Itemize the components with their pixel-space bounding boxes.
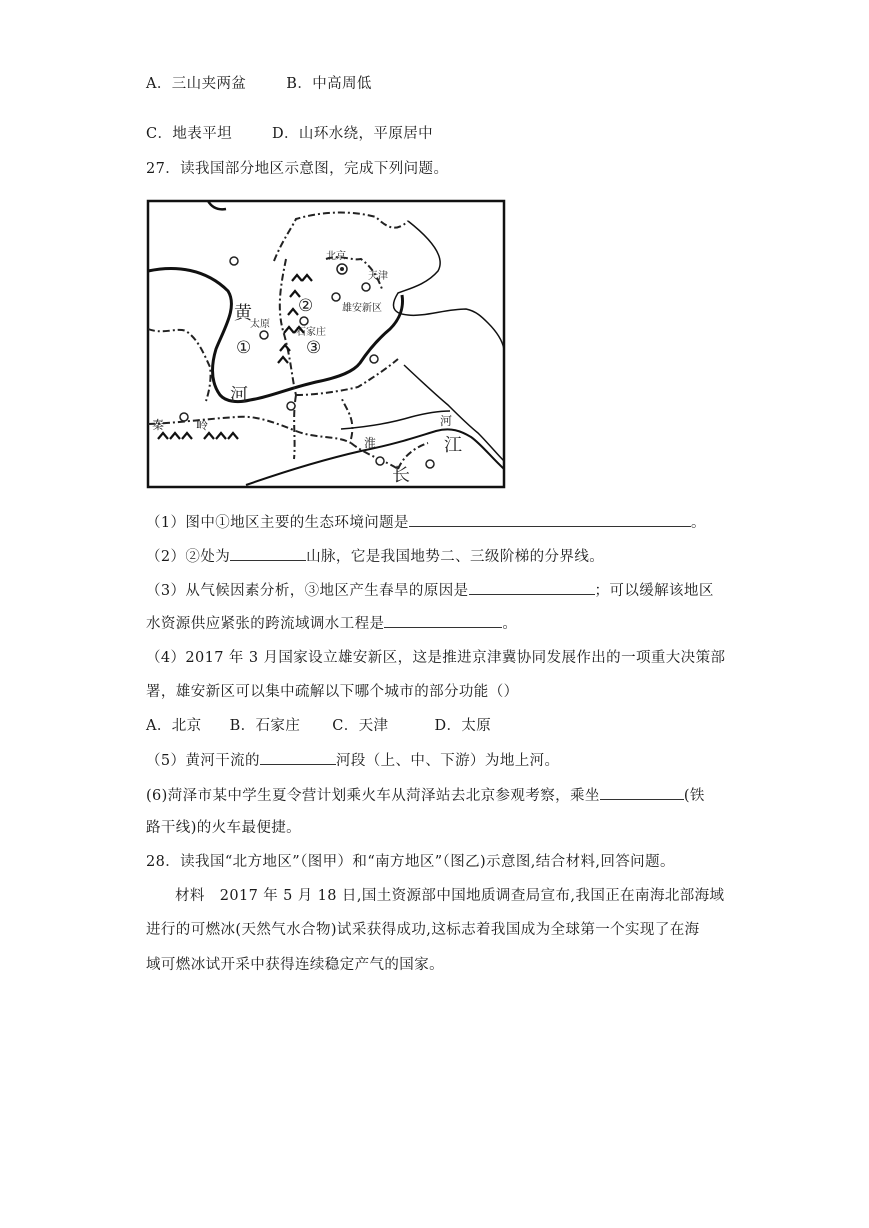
q26-option-c: C．地表平坦 — [146, 126, 232, 142]
answer-blank[interactable] — [409, 512, 691, 527]
label-xiongan: 雄安新区 — [342, 303, 382, 314]
marker-2: ② — [298, 296, 314, 316]
city-shijiazhuang-marker — [300, 317, 308, 325]
q27-sub-2: （2）②处为 山脉，它是我国地势二、三级阶梯的分界线。 — [146, 546, 604, 567]
marker-1: ① — [236, 338, 252, 358]
label-taiyuan: 太原 — [250, 319, 270, 330]
label-shijiazhuang: 石家庄 — [296, 327, 326, 338]
q27-option-c: C．天津 — [332, 718, 389, 734]
city-tianjin-marker — [362, 283, 370, 291]
answer-blank[interactable] — [384, 613, 502, 628]
answer-blank[interactable] — [600, 785, 684, 800]
q27-sub-3a: （3）从气候因素分析，③地区产生春旱的原因是 ；可以缓解该地区 — [146, 580, 714, 601]
q26-option-a: A．三山夹两盆 — [146, 76, 247, 92]
q28-material-line-1: 材料 2017 年 5 月 18 日,国土资源部中国地质调查局宣布,我国正在南海北部海域 — [175, 888, 725, 904]
q26-option-b: B．中高周低 — [286, 76, 372, 92]
marker-3: ③ — [306, 338, 322, 358]
label-beijing: 北京 — [326, 251, 346, 262]
capital-beijing-dot — [340, 267, 344, 271]
city-xiongan-marker — [332, 293, 340, 301]
city-marker — [230, 257, 238, 265]
city-marker — [287, 402, 295, 410]
label-chang: 长 — [392, 465, 410, 486]
region-map-svg — [146, 199, 506, 489]
q27-option-d: D．太原 — [434, 718, 492, 734]
label-ling: 岭 — [196, 418, 209, 432]
q27-option-a: A．北京 — [146, 718, 202, 734]
q27-sub-3b: 水资源供应紧张的跨流域调水工程是 。 — [146, 613, 517, 634]
label-he: 河 — [230, 385, 248, 406]
q27-sub-1: （1）图中①地区主要的生态环境问题是 。 — [146, 512, 706, 533]
q27-sub-4a: （4）2017 年 3 月国家设立雄安新区，这是推进京津冀协同发展作出的一项重大决策部 — [146, 650, 726, 666]
label-huang: 黄 — [234, 303, 252, 324]
q27-sub-6a: (6)菏泽市某中学生夏令营计划乘火车从菏泽站去北京参观考察，乘坐 (铁 — [146, 785, 705, 806]
city-marker — [370, 355, 378, 363]
label-he2: 河 — [440, 414, 453, 428]
answer-blank[interactable] — [260, 750, 336, 765]
city-taiyuan-marker — [260, 331, 268, 339]
q26-options-row-2 — [146, 124, 433, 144]
label-qin: 秦 — [152, 418, 165, 432]
q26-option-d: D．山环水绕，平原居中 — [272, 126, 434, 142]
label-tianjin: 天津 — [368, 271, 388, 282]
q27-sub-4-options — [146, 716, 491, 736]
q28-title: 28．读我国“北方地区”（图甲）和“南方地区”（图乙)示意图,结合材料,回答问题。 — [146, 854, 675, 870]
q28-material-line-3: 域可燃冰试开采中获得连续稳定产气的国家。 — [146, 957, 444, 973]
city-marker — [426, 460, 434, 468]
label-huai: 淮 — [364, 436, 377, 450]
q27-sub-6b: 路干线)的火车最便捷。 — [146, 820, 302, 836]
q27-title: 27．读我国部分地区示意图，完成下列问题。 — [146, 161, 449, 177]
q27-sub-5: （5）黄河干流的 河段（上、中、下游）为地上河。 — [146, 750, 559, 771]
answer-blank[interactable] — [230, 546, 306, 561]
label-jiang: 江 — [444, 435, 462, 456]
q26-options-row-1 — [146, 74, 372, 94]
answer-blank[interactable] — [469, 580, 595, 595]
q27-sub-4b: 署，雄安新区可以集中疏解以下哪个城市的部分功能（） — [146, 684, 519, 700]
city-marker — [376, 457, 384, 465]
q27-option-b: B．石家庄 — [229, 718, 301, 734]
region-map — [146, 199, 506, 489]
q28-material-line-2: 进行的可燃冰(天然气水合物)试采获得成功,这标志着我国成为全球第一个实现了在海 — [146, 922, 700, 938]
city-marker — [180, 413, 188, 421]
